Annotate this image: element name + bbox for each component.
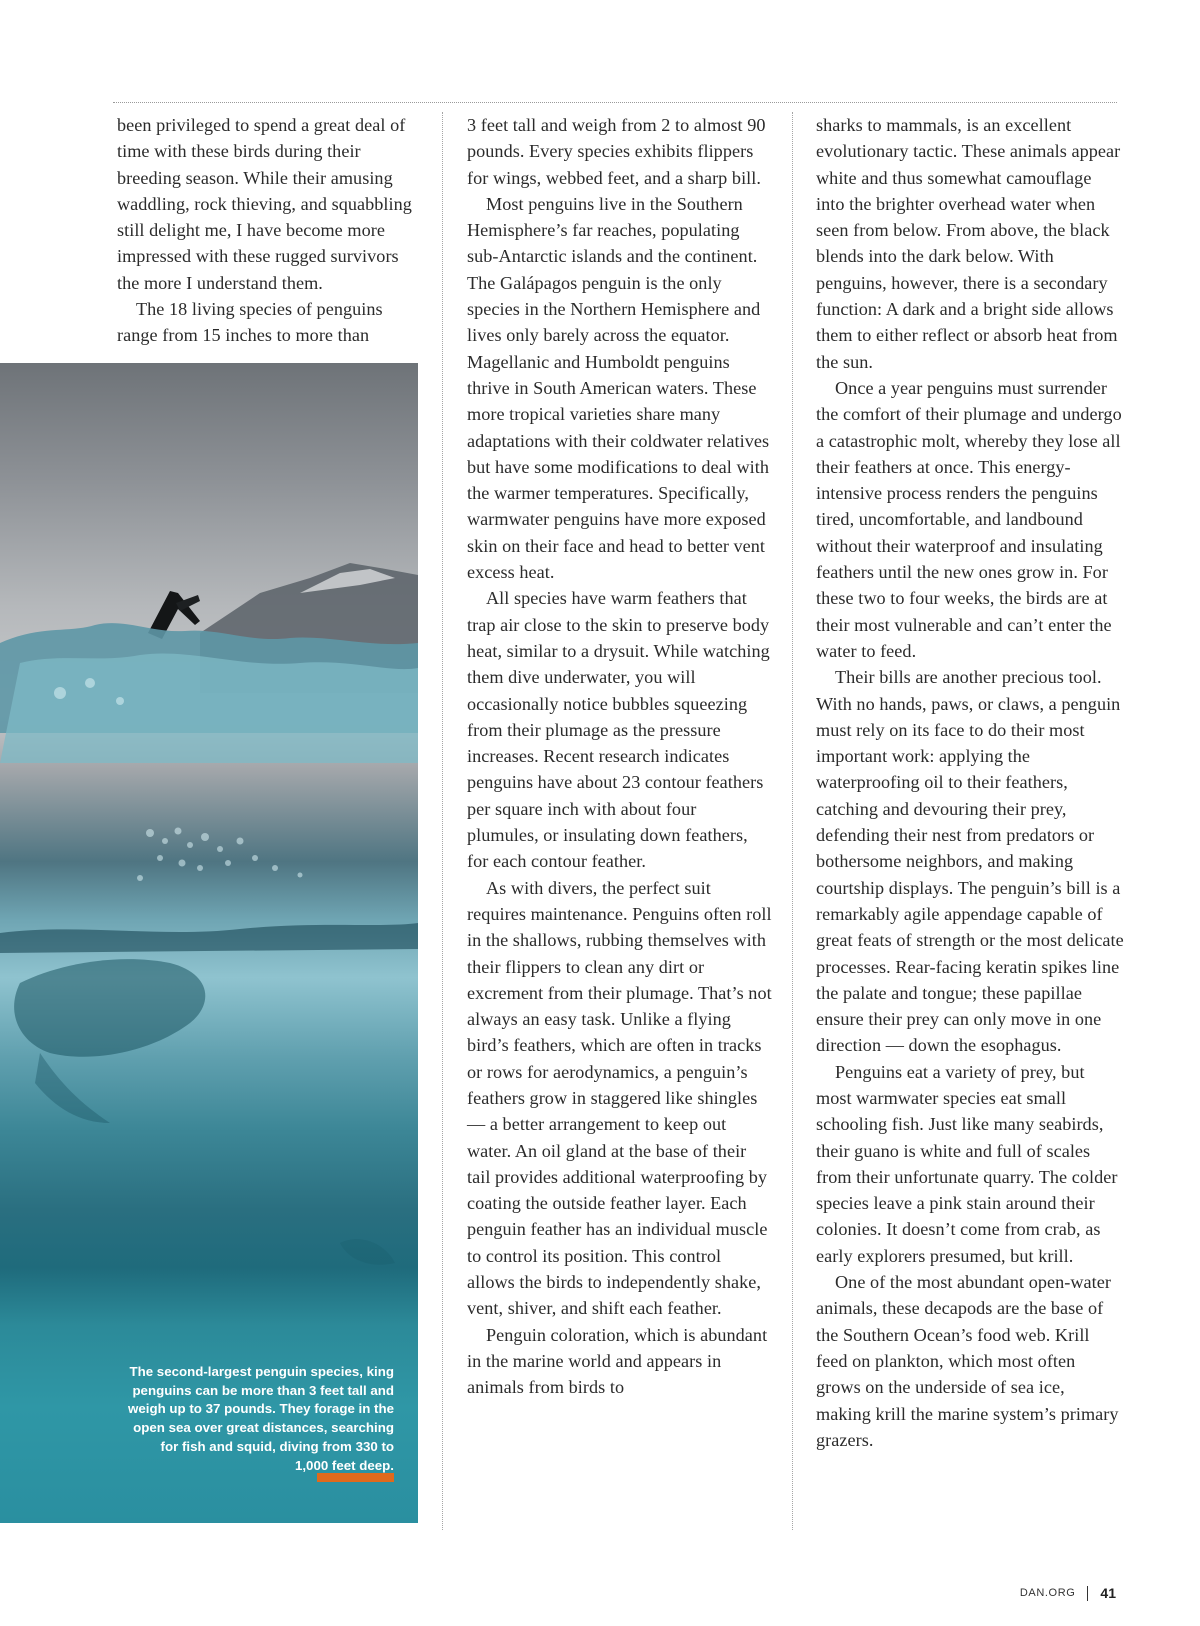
caption-accent-bar [317, 1473, 394, 1482]
paragraph: 3 feet tall and weigh from 2 to almost 90 pounds. Every species exhibits flippers for wings, webbed feet, and a sharp bill. [467, 115, 766, 188]
paragraph: Their bills are another precious tool. With no hands, paws, or claws, a penguin must rely on its face to do their most important work: applying the waterproofing oil to their feathers, catching and devouring their prey, defending their nest from predators or bothersome neighbors, and making courtship displays. The penguin’s bill is a remarkably agile appendage capable of great feats of strength or the most delicate processes. Rear-facing keratin spikes line the palate and tongue; these papillae ensure their prey can only move in one direction — down the esophagus. [816, 667, 1124, 1056]
penguin-underwater-photo [0, 363, 418, 1523]
paragraph: All species have warm feathers that trap air close to the skin to preserve body heat, similar to a drysuit. While watching them dive underwater, you will occasionally notice bubbles squeezing from their plumage as the pressure increases. Recent research indicates penguins have about 23 contour feathers per square inch with about four plumules, or insulating down feathers, for each contour feather. [467, 588, 770, 872]
page-footer [1020, 1585, 1116, 1601]
paragraph: been privileged to spend a great deal of time with these birds during their breeding season. While their amusing waddling, rock thieving, and squabbling still delight me, I have become more impressed with these rugged survivors the more I understand them. [117, 115, 412, 293]
photo-illustration [0, 363, 418, 1523]
paragraph: sharks to mammals, is an excellent evolutionary tactic. These animals appear white and thus somewhat camouflage into the brighter overhead water when seen from below. From above, the black blends into the dark below. With penguins, however, there is a secondary function: A dark and a bright side allows them to either reflect or absorb heat from the sun. [816, 115, 1121, 372]
paragraph: Penguin coloration, which is abundant in the marine world and appears in animals from birds to [467, 1324, 768, 1398]
article-column-3 [816, 112, 1124, 1453]
page-number: 41 [1100, 1585, 1116, 1601]
paragraph: As with divers, the perfect suit requires maintenance. Penguins often roll in the shallows, rubbing themselves with their flippers to clean any dirt or excrement from their plumage. That’s not always an easy task. Unlike a flying bird’s feathers, which are often in tracks or rows for aerodynamics, a penguin’s feathers grow in staggered like shingles — a better arrangement to keep out water. An oil gland at the base of their tail provides additional waterproofing by coating the outside feather layer. Each penguin feather has an individual muscle to control its position. This control allows the birds to independently shake, vent, shiver, and shift each feather. [467, 877, 772, 1319]
paragraph: One of the most abundant open-water animals, these decapods are the base of the Southern Ocean’s food web. Krill feed on plankton, which most often grows on the underside of sea ice, making krill the marine system’s primary grazers. [816, 1272, 1119, 1450]
paragraph: Most penguins live in the Southern Hemisphere’s far reaches, populating sub-Antarctic islands and the continent. The Galápagos penguin is the only species in the Northern Hemisphere and lives only barely across the equator. Magellanic and Humboldt penguins thrive in South American waters. These more tropical varieties share many adaptations with their coldwater relatives but have some modifications to deal with the warmer temperatures. Specifically, warmwater penguins have more exposed skin on their face and head to better vent excess heat. [467, 193, 770, 583]
column-divider [792, 112, 793, 1530]
top-dotted-rule [113, 102, 1117, 103]
paragraph: Once a year penguins must surrender the comfort of their plumage and undergo a catastrophic molt, whereby they lose all their feathers at once. This energy-intensive process renders the penguins tired, uncomfortable, and landbound without their waterproof and insulating feathers until the new ones grow in. For these two to four weeks, the birds are at their most vulnerable and can’t enter the water to feed. [816, 377, 1122, 661]
paragraph: The 18 living species of penguins range from 15 inches to more than [117, 299, 383, 346]
footer-divider [1087, 1586, 1088, 1601]
article-column-1 [117, 112, 422, 349]
paragraph: Penguins eat a variety of prey, but most warmwater species eat small schooling fish. Just like many seabirds, their guano is white and full of scales from their unfortunate quarry. The colder species leave a pink stain around their colonies. It doesn’t come from crab, as early explorers presumed, but krill. [816, 1061, 1118, 1266]
column-divider [442, 112, 443, 1530]
article-column-2 [467, 112, 772, 1401]
footer-site: DAN.ORG [1019, 1587, 1076, 1599]
photo-caption: The second-largest penguin species, king penguins can be more than 3 feet tall and weigh up to 37 pounds. They forage in the open sea over great distances, searching for fish and squid, diving from 330 to 1,000 feet deep. [128, 1364, 394, 1473]
